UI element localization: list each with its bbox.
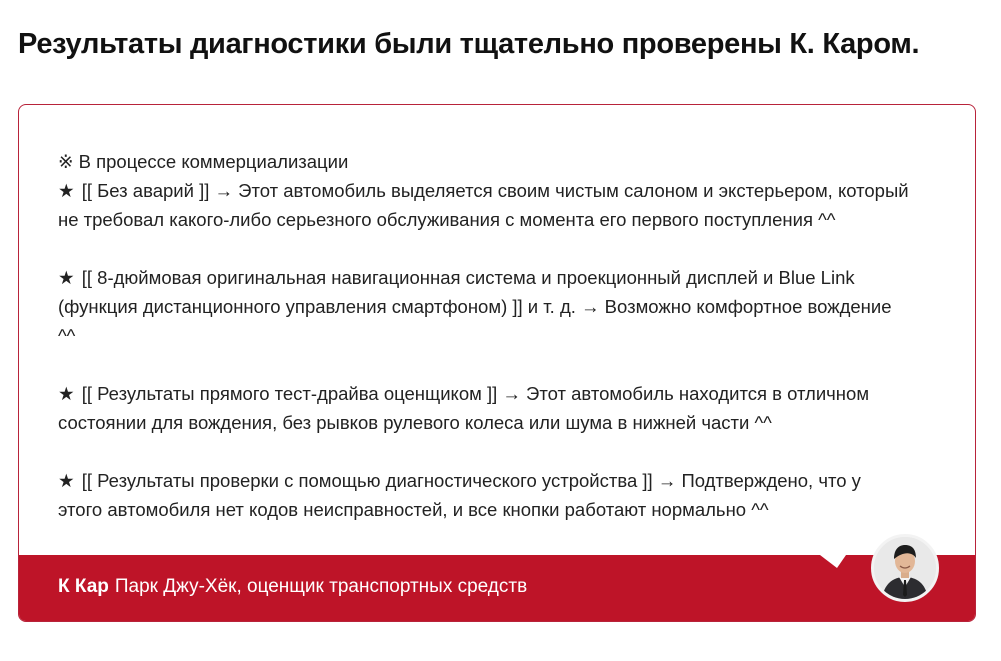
review-item-text: [[ Результаты проверки с помощью диагностического устройства ]] → Подтверждено, что у: [81, 470, 861, 491]
review-item-test-drive: [58, 379, 948, 437]
review-item-text: [[ Без аварий ]] → Этот автомобиль выделяется своим чистым салоном и экстерьером, который: [81, 180, 909, 201]
review-body: [58, 147, 948, 524]
review-item-line: [58, 263, 948, 292]
review-item-line: этого автомобиля нет кодов неисправностей, и все кнопки работают нормально ^^: [58, 499, 769, 520]
review-card: [18, 104, 976, 622]
review-item-line: [58, 379, 948, 408]
review-item-line: ^^: [58, 325, 76, 346]
star-icon: ★: [58, 180, 75, 201]
star-icon: ★: [58, 470, 75, 491]
speech-bubble-tail-icon: [820, 555, 846, 569]
review-item-line: [58, 176, 948, 205]
person-icon: [874, 537, 936, 599]
review-item-navigation: [58, 263, 948, 350]
evaluator-name: Парк Джу-Хёк, оценщик транспортных средств: [114, 576, 528, 597]
review-item-line: [58, 466, 948, 495]
brand-name: К Кар: [58, 576, 109, 597]
review-item-line: не требовал какого-либо серьезного обслуживания с момента его первого поступления ^^: [58, 209, 836, 230]
evaluator-avatar: [871, 534, 939, 602]
page-title: Результаты диагностики были тщательно проверены К. Каром.: [18, 28, 920, 60]
review-item-text: [[ 8-дюймовая оригинальная навигационная система и проекционный дисплей и Blue Link: [81, 267, 855, 288]
review-item-line: состоянии для вождения, без рывков рулевого колеса или шума в нижней части ^^: [58, 412, 772, 433]
review-item-text: [[ Результаты прямого тест-драйва оценщиком ]] → Этот автомобиль находится в отличном: [81, 383, 870, 404]
review-item-no-accidents: [58, 176, 948, 234]
star-icon: ★: [58, 383, 75, 404]
evaluator-signature: [58, 576, 527, 598]
review-intro: ※ В процессе коммерциализации: [58, 151, 349, 172]
star-icon: ★: [58, 267, 75, 288]
review-item-line: (функция дистанционного управления смартфоном) ]] и т. д. → Возможно комфортное вождение: [58, 296, 892, 317]
review-item-diagnostics: [58, 466, 948, 524]
